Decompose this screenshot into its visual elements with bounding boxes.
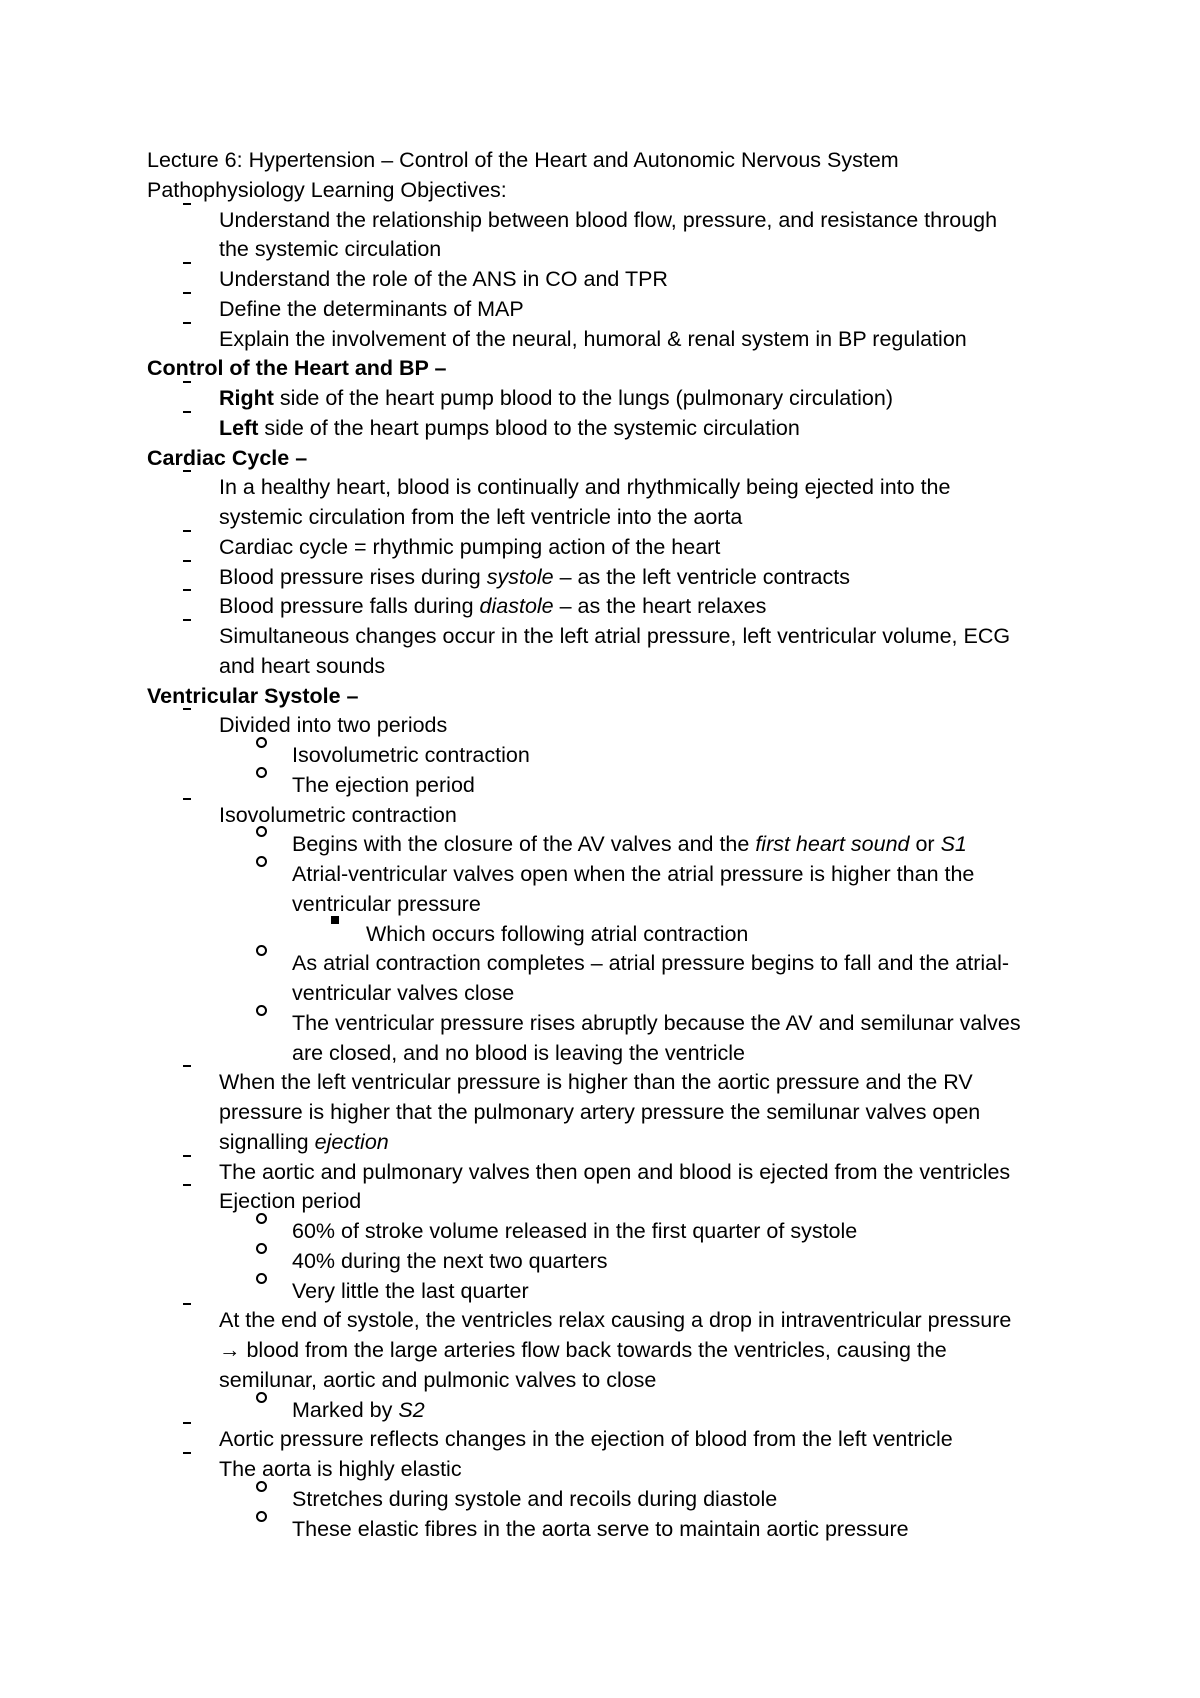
dash-bullet-icon (183, 1303, 191, 1305)
list-item: Blood pressure rises during systole – as the left ventricle contracts (147, 563, 1077, 593)
list-item: Begins with the closure of the AV valves and the first heart sound or S1 (147, 830, 1077, 860)
square-bullet-icon (331, 916, 339, 924)
circle-bullet-icon (256, 1243, 267, 1254)
list-item: Define the determinants of MAP (147, 295, 1077, 325)
list-item: When the left ventricular pressure is higher than the aortic pressure and the RV pressure is higher that the pulmonary artery pressure the semilunar valves open signalling ejection (147, 1068, 1077, 1157)
lecture-title: Lecture 6: Hypertension – Control of the Heart and Autonomic Nervous System (147, 148, 899, 172)
circle-bullet-icon (256, 1273, 267, 1284)
dash-bullet-icon (183, 589, 191, 591)
dash-bullet-icon (183, 262, 191, 264)
dash-bullet-icon (183, 1155, 191, 1157)
lecture-notes (147, 146, 1077, 1544)
list-item: Left side of the heart pumps blood to the systemic circulation (147, 414, 1077, 444)
dash-bullet-icon (183, 1184, 191, 1186)
list-item: Isovolumetric contraction (147, 741, 1077, 771)
dash-bullet-icon (183, 708, 191, 710)
list-item: Ejection period (147, 1187, 1077, 1217)
section-heading-cardiac-cycle: Cardiac Cycle – (147, 445, 308, 470)
dash-bullet-icon (183, 292, 191, 294)
circle-bullet-icon (256, 1005, 267, 1016)
section-heading-ventricular-systole: Ventricular Systole – (147, 683, 359, 708)
circle-bullet-icon (256, 1511, 267, 1522)
dash-bullet-icon (183, 560, 191, 562)
circle-bullet-icon (256, 826, 267, 837)
circle-bullet-icon (256, 1392, 267, 1403)
circle-bullet-icon (256, 1481, 267, 1492)
circle-bullet-icon (256, 737, 267, 748)
list-item: Stretches during systole and recoils during diastole (147, 1485, 1077, 1515)
list-item: Which occurs following atrial contraction (147, 920, 1077, 950)
dash-bullet-icon (183, 1452, 191, 1454)
list-item: Divided into two periods (147, 711, 1077, 741)
list-item: The ventricular pressure rises abruptly because the AV and semilunar valves are closed, and no blood is leaving the ventricle (147, 1009, 1077, 1069)
list-item: Explain the involvement of the neural, humoral & renal system in BP regulation (147, 325, 1077, 355)
arrow-right-icon: → (219, 1338, 241, 1362)
list-item: In a healthy heart, blood is continually and rhythmically being ejected into the systemic circulation from the left ventricle into the aorta (147, 473, 1077, 533)
list-item: At the end of systole, the ventricles relax causing a drop in intraventricular pressure → blood from the large arteries flow back towards the ventricles, causing the semilunar, aortic and pulmonic valves to close (147, 1306, 1077, 1395)
section-heading-control: Control of the Heart and BP – (147, 356, 447, 381)
list-item: The aortic and pulmonary valves then open and blood is ejected from the ventricles (147, 1158, 1077, 1188)
dash-bullet-icon (183, 530, 191, 532)
list-item: Isovolumetric contraction (147, 801, 1077, 831)
list-item: Aortic pressure reflects changes in the ejection of blood from the left ventricle (147, 1425, 1077, 1455)
list-item: 40% during the next two quarters (147, 1247, 1077, 1277)
circle-bullet-icon (256, 856, 267, 867)
circle-bullet-icon (256, 945, 267, 956)
dash-bullet-icon (183, 203, 191, 205)
dash-bullet-icon (183, 619, 191, 621)
list-item: Atrial-ventricular valves open when the atrial pressure is higher than the ventricular pressure (147, 860, 1077, 920)
list-item: As atrial contraction completes – atrial pressure begins to fall and the atrial- ventricular valves close (147, 949, 1077, 1009)
list-item: The ejection period (147, 771, 1077, 801)
dash-bullet-icon (183, 1065, 191, 1067)
list-item: Cardiac cycle = rhythmic pumping action of the heart (147, 533, 1077, 563)
dash-bullet-icon (183, 470, 191, 472)
list-item: Very little the last quarter (147, 1277, 1077, 1307)
list-item: Blood pressure falls during diastole – as the heart relaxes (147, 592, 1077, 622)
dash-bullet-icon (183, 1422, 191, 1424)
circle-bullet-icon (256, 767, 267, 778)
dash-bullet-icon (183, 322, 191, 324)
dash-bullet-icon (183, 381, 191, 383)
list-item: The aorta is highly elastic (147, 1455, 1077, 1485)
list-item: Understand the role of the ANS in CO and TPR (147, 265, 1077, 295)
list-item: Right side of the heart pump blood to the lungs (pulmonary circulation) (147, 384, 1077, 414)
objectives-heading: Pathophysiology Learning Objectives: (147, 177, 507, 202)
list-item: Understand the relationship between blood flow, pressure, and resistance through the systemic circulation (147, 206, 1077, 266)
dash-bullet-icon (183, 798, 191, 800)
dash-bullet-icon (183, 411, 191, 413)
circle-bullet-icon (256, 1213, 267, 1224)
list-item: 60% of stroke volume released in the first quarter of systole (147, 1217, 1077, 1247)
list-item: Marked by S2 (147, 1396, 1077, 1426)
list-item: Simultaneous changes occur in the left atrial pressure, left ventricular volume, ECG and heart sounds (147, 622, 1077, 682)
list-item: These elastic fibres in the aorta serve to maintain aortic pressure (147, 1515, 1077, 1545)
